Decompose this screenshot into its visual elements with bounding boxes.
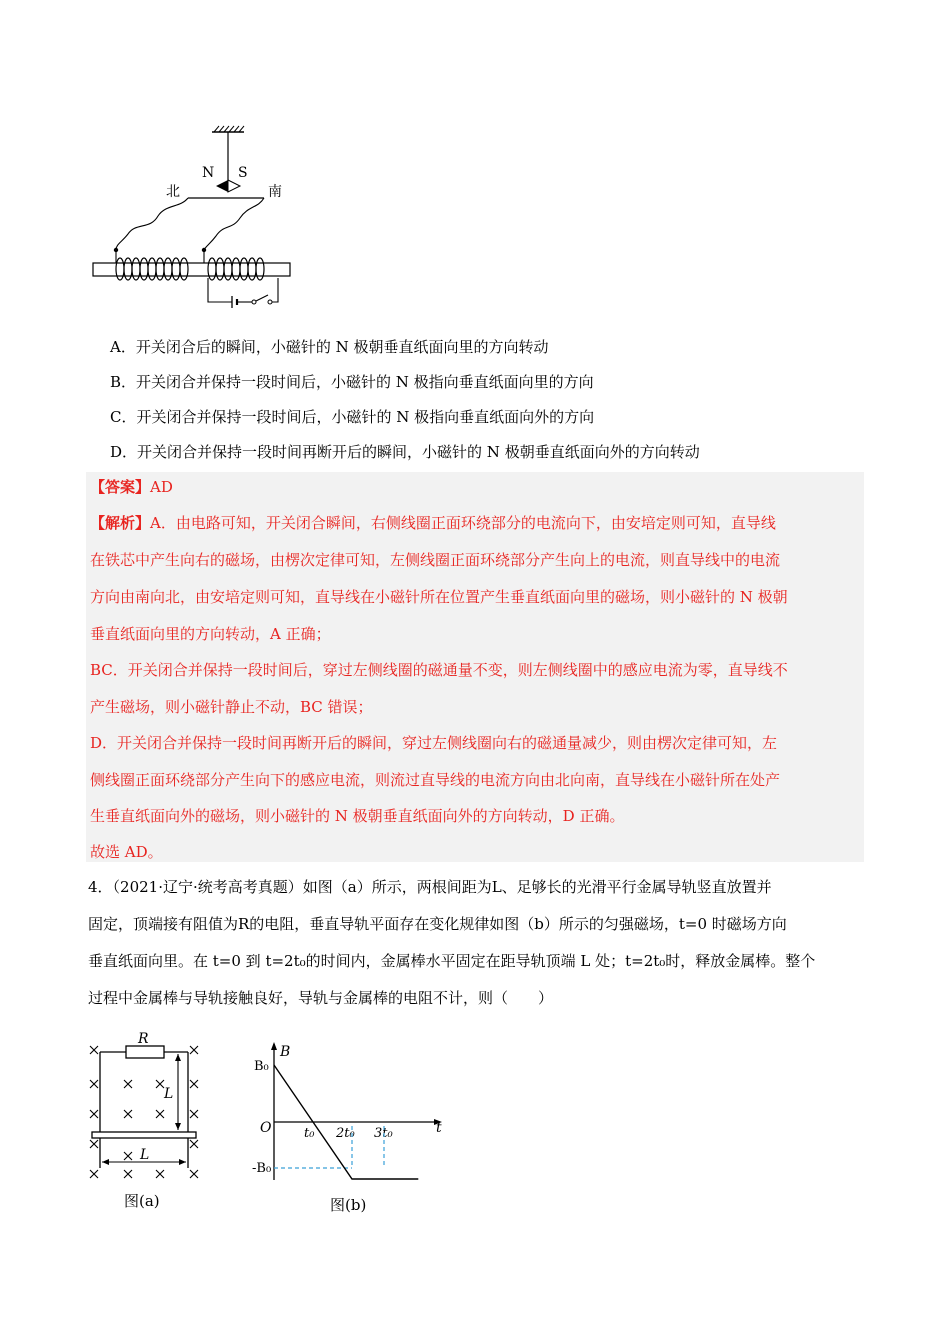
analysis-line-1: 在铁芯中产生向右的磁场，由楞次定律可知，左侧线圈正面环绕部分产生向上的电流，则直导线中的电流: [90, 551, 781, 569]
needle-s-label: S: [238, 165, 248, 181]
analysis-line-7: 侧线圈正面环绕部分产生向下的感应电流，则流过直导线的电流方向由北向南，直导线在小磁针所在处产: [90, 771, 781, 789]
south-label: 南: [268, 184, 282, 200]
label-l-horizontal: L: [140, 1147, 150, 1163]
origin-label: O: [260, 1120, 272, 1136]
option-b: B．开关闭合并保持一段时间后，小磁针的 N 极指向垂直纸面向里的方向: [110, 373, 594, 391]
figure-b: [252, 1040, 452, 1220]
q4-line-2: 垂直纸面向里。在 t=0 到 t=2t₀的时间内，金属棒水平固定在距导轨顶端 L 处；t=2t₀时，释放金属棒。整个: [88, 952, 816, 970]
analysis-line-5: 产生磁场，则小磁针静止不动，BC 错误；: [90, 698, 373, 716]
coil-needle-figure: [88, 120, 298, 320]
analysis-line-0: 【解析】A．由电路可知，开关闭合瞬间，右侧线圈正面环绕部分的电流向下，由安培定则可知，直导线: [90, 514, 776, 532]
caption-b: 图(b): [330, 1196, 367, 1214]
caption-a: 图(a): [124, 1192, 160, 1210]
q4-line-3: 过程中金属棒与导轨接触良好，导轨与金属棒的电阻不计，则（ ）: [88, 989, 554, 1007]
three-t0-label: 3t₀: [374, 1126, 393, 1141]
analysis-line-4: BC．开关闭合并保持一段时间后，穿过左侧线圈的磁通量不变，则左侧线圈中的感应电流为零，直导线不: [90, 661, 788, 679]
analysis-line-8: 生垂直纸面向外的磁场，则小磁针的 N 极朝垂直纸面向外的方向转动，D 正确。: [90, 807, 625, 825]
two-t0-label: 2t₀: [336, 1126, 355, 1141]
figure-a: [84, 1031, 214, 1220]
q4-line-0: 4．（2021·辽宁·统考高考真题）如图（a）所示，两根间距为L、足够长的光滑平行金属导轨竖直放置并: [88, 878, 772, 896]
analysis-line-9: 故选 AD。: [90, 843, 163, 861]
needle-n-label: N: [202, 165, 215, 181]
answer-label: 【答案】: [90, 478, 151, 496]
t0-label: t₀: [304, 1126, 315, 1141]
analysis-line-3: 垂直纸面向里的方向转动，A 正确；: [90, 625, 331, 643]
label-l-vertical: L: [164, 1086, 174, 1102]
north-label: 北: [166, 184, 180, 200]
option-c: C．开关闭合并保持一段时间后，小磁针的 N 极指向垂直纸面向外的方向: [110, 408, 595, 426]
answer-line: [90, 477, 173, 497]
axis-t-label: t: [436, 1120, 442, 1136]
q4-line-1: 固定，顶端接有阻值为R的电阻，垂直导轨平面存在变化规律如图（b）所示的匀强磁场，t=0 时磁场方向: [88, 915, 787, 933]
b0-label: B₀: [254, 1059, 269, 1074]
axis-b-label: B: [280, 1044, 291, 1060]
answer-value: AD: [150, 478, 173, 496]
label-r: R: [138, 1031, 149, 1047]
neg-b0-label: -B₀: [252, 1161, 272, 1176]
option-d: D．开关闭合并保持一段时间再断开后的瞬间，小磁针的 N 极朝垂直纸面向外的方向转动: [110, 443, 700, 461]
option-a: A．开关闭合后的瞬间，小磁针的 N 极朝垂直纸面向里的方向转动: [110, 338, 549, 356]
analysis-line-6: D．开关闭合并保持一段时间再断开后的瞬间，穿过左侧线圈向右的磁通量减少，则由楞次定律可知，左: [90, 734, 778, 752]
analysis-line-2: 方向由南向北，由安培定则可知，直导线在小磁针所在位置产生垂直纸面向里的磁场，则小磁针的 N 极朝: [90, 588, 788, 606]
analysis-label: 【解析】: [90, 514, 151, 532]
